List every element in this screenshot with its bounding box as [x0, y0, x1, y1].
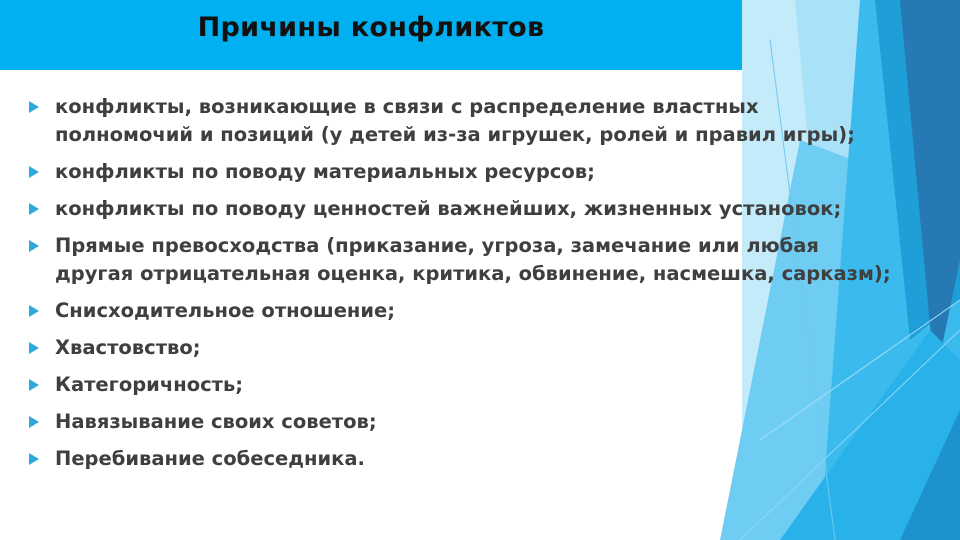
triangle-right-bullet-icon [29, 416, 39, 428]
list-item [28, 195, 898, 223]
list-item [28, 334, 898, 362]
list-item [28, 158, 898, 186]
list-item-text: Перебивание собеседника. [55, 447, 365, 470]
triangle-right-bullet-icon [29, 166, 39, 178]
triangle-right-bullet-icon [29, 101, 39, 113]
list-item-text: конфликты по поводу ценностей важнейших, жизненных установок; [55, 197, 842, 220]
triangle-right-bullet-icon [29, 203, 39, 215]
list-item [28, 445, 898, 473]
triangle-right-bullet-icon [29, 453, 39, 465]
triangle-right-bullet-icon [29, 379, 39, 391]
slide-title: Причины конфликтов [197, 12, 545, 43]
list-item [28, 371, 898, 399]
list-item-text: Навязывание своих советов; [55, 410, 377, 433]
triangle-right-bullet-icon [29, 305, 39, 317]
list-item-text: Хвастовство; [55, 336, 201, 359]
triangle-right-bullet-icon [29, 342, 39, 354]
list-item [28, 93, 898, 149]
list-item [28, 232, 898, 288]
list-item-text: конфликты, возникающие в связи с распределение властных полномочий и позиций (у детей из-за игрушек, ролей и правил игры); [55, 95, 855, 146]
list-item-text: конфликты по поводу материальных ресурсов; [55, 160, 595, 183]
bullet-list [28, 93, 898, 482]
list-item [28, 408, 898, 436]
triangle-right-bullet-icon [29, 240, 39, 252]
list-item-text: Снисходительное отношение; [55, 299, 396, 322]
list-item-text: Прямые превосходства (приказание, угроза, замечание или любая другая отрицательная оценка, критика, обвинение, насмешка, сарказм); [55, 234, 891, 285]
list-item [28, 297, 898, 325]
list-item-text: Категоричность; [55, 373, 244, 396]
